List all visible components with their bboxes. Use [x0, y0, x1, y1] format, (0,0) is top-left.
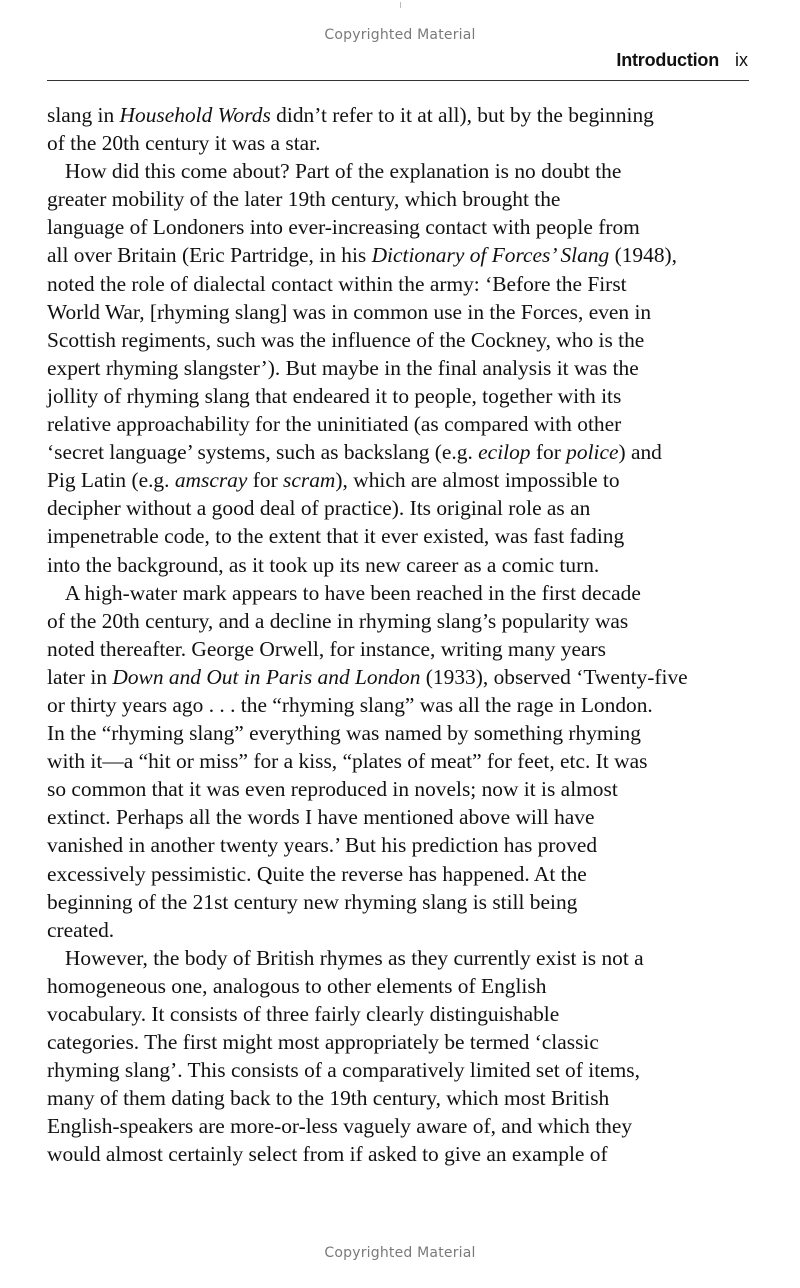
text-line — [47, 157, 749, 185]
text-run: ), which are almost impossible to — [335, 468, 620, 493]
text-line — [47, 607, 749, 635]
text-line — [47, 944, 749, 972]
text-line — [47, 298, 749, 326]
italic-text: ecilop — [478, 440, 531, 465]
text-line — [47, 775, 749, 803]
text-line — [47, 579, 749, 607]
text-line — [47, 1140, 749, 1168]
text-run: beginning of the 21st century new rhyming slang is still being — [47, 889, 578, 914]
text-line — [47, 270, 749, 298]
text-line — [47, 522, 749, 550]
body-text — [47, 101, 752, 1169]
italic-text: scram — [283, 468, 336, 493]
text-run: ‘secret language’ systems, such as backslang (e.g. — [47, 440, 479, 465]
text-run: into the background, as it took up its new career as a comic turn. — [47, 552, 600, 577]
text-run: for — [247, 468, 284, 493]
text-run: of the 20th century, and a decline in rhyming slang’s popularity was — [47, 608, 629, 633]
text-run: would almost certainly select from if asked to give an example of — [47, 1142, 608, 1167]
text-run: many of them dating back to the 19th century, which most British — [47, 1086, 610, 1111]
text-run: slang in — [47, 103, 120, 127]
header-rule — [47, 80, 749, 81]
text-run: relative approachability for the uninitiated (as compared with other — [47, 412, 622, 437]
italic-text: Down and Out in Paris and London — [112, 664, 421, 689]
italic-text: police — [566, 440, 619, 465]
text-line — [47, 551, 749, 579]
text-line — [47, 354, 749, 382]
text-line — [47, 185, 749, 213]
text-run: How did this come about? Part of the explanation is no doubt the — [64, 159, 622, 184]
text-line — [47, 831, 749, 859]
text-run: of the 20th century it was a star. — [47, 131, 321, 156]
text-line — [47, 494, 749, 522]
text-line — [47, 438, 749, 466]
text-run: World War, [rhyming slang] was in common use in the Forces, even in — [47, 299, 652, 324]
text-run: Pig Latin (e.g. — [47, 468, 175, 493]
text-line — [47, 747, 749, 775]
text-line — [47, 1028, 749, 1056]
text-line — [47, 635, 749, 663]
text-line — [47, 1084, 749, 1112]
text-line — [47, 410, 749, 438]
text-line — [47, 213, 749, 241]
text-run: (1933), observed ‘Twenty-five — [420, 664, 688, 689]
text-run: jollity of rhyming slang that endeared it to people, together with its — [47, 383, 622, 408]
text-line — [47, 326, 749, 354]
text-run: extinct. Perhaps all the words I have mentioned above will have — [47, 805, 595, 830]
text-run: decipher without a good deal of practice). Its original role as an — [47, 496, 591, 521]
text-line — [47, 466, 749, 494]
text-run: noted the role of dialectal contact within the army: ‘Before the First — [47, 271, 627, 296]
text-line — [47, 691, 749, 719]
text-line — [47, 382, 749, 410]
text-run: greater mobility of the later 19th century, which brought the — [47, 187, 561, 212]
top-crop-mark — [400, 2, 401, 8]
italic-text: Household Words — [119, 103, 271, 127]
text-run: noted thereafter. George Orwell, for instance, writing many years — [47, 636, 606, 661]
text-run: However, the body of British rhymes as they currently exist is not a — [64, 945, 644, 970]
italic-text: amscray — [174, 468, 248, 493]
text-run: language of Londoners into ever-increasing contact with people from — [47, 215, 640, 240]
text-line — [47, 916, 749, 944]
text-run: Scottish regiments, such was the influence of the Cockney, who is the — [47, 327, 645, 352]
text-run: didn’t refer to it at all), but by the beginning — [270, 103, 654, 127]
text-line — [47, 803, 749, 831]
text-run: (1948), — [609, 243, 678, 268]
text-run: all over Britain (Eric Partridge, in his — [47, 243, 372, 268]
text-line — [47, 1056, 749, 1084]
text-line — [47, 888, 749, 916]
running-head — [616, 50, 748, 71]
text-line — [47, 663, 749, 691]
text-run: categories. The first might most appropriately be termed ‘classic — [47, 1030, 599, 1055]
text-run: created. — [47, 917, 115, 942]
text-line — [47, 241, 749, 269]
text-run: A high-water mark appears to have been reached in the first decade — [64, 580, 641, 605]
text-run: English-speakers are more-or-less vaguely aware of, and which they — [47, 1114, 633, 1139]
text-run: or thirty years ago . . . the “rhyming slang” was all the rage in London. — [47, 692, 653, 717]
watermark-top: Copyrighted Material — [324, 27, 476, 43]
text-run: with it—a “hit or miss” for a kiss, “plates of meat” for feet, etc. It was — [47, 749, 648, 774]
text-line — [47, 101, 749, 129]
text-run: vanished in another twenty years.’ But his prediction has proved — [47, 833, 598, 858]
text-line — [47, 1000, 749, 1028]
text-line — [47, 719, 749, 747]
page-number: ix — [735, 50, 748, 70]
text-run: impenetrable code, to the extent that it ever existed, was fast fading — [47, 524, 625, 549]
text-line — [47, 129, 749, 157]
text-line — [47, 1112, 749, 1140]
watermark-bottom: Copyrighted Material — [324, 1245, 476, 1261]
text-line — [47, 860, 749, 888]
text-run: vocabulary. It consists of three fairly clearly distinguishable — [47, 1002, 560, 1026]
text-run: so common that it was even reproduced in novels; now it is almost — [47, 777, 618, 802]
text-run: expert rhyming slangster’). But maybe in the final analysis it was the — [47, 355, 639, 380]
text-run: In the “rhyming slang” everything was named by something rhyming — [47, 721, 641, 746]
text-run: for — [530, 440, 567, 465]
text-run: rhyming slang’. This consists of a comparatively limited set of items, — [47, 1058, 640, 1083]
text-line — [47, 972, 749, 1000]
text-run: homogeneous one, analogous to other elements of English — [47, 973, 547, 998]
text-run: excessively pessimistic. Quite the reverse has happened. At the — [47, 861, 587, 886]
text-run: later in — [47, 664, 113, 689]
italic-text: Dictionary of Forces’ Slang — [371, 243, 610, 268]
section-title: Introduction — [616, 50, 719, 70]
text-run: ) and — [618, 440, 662, 465]
